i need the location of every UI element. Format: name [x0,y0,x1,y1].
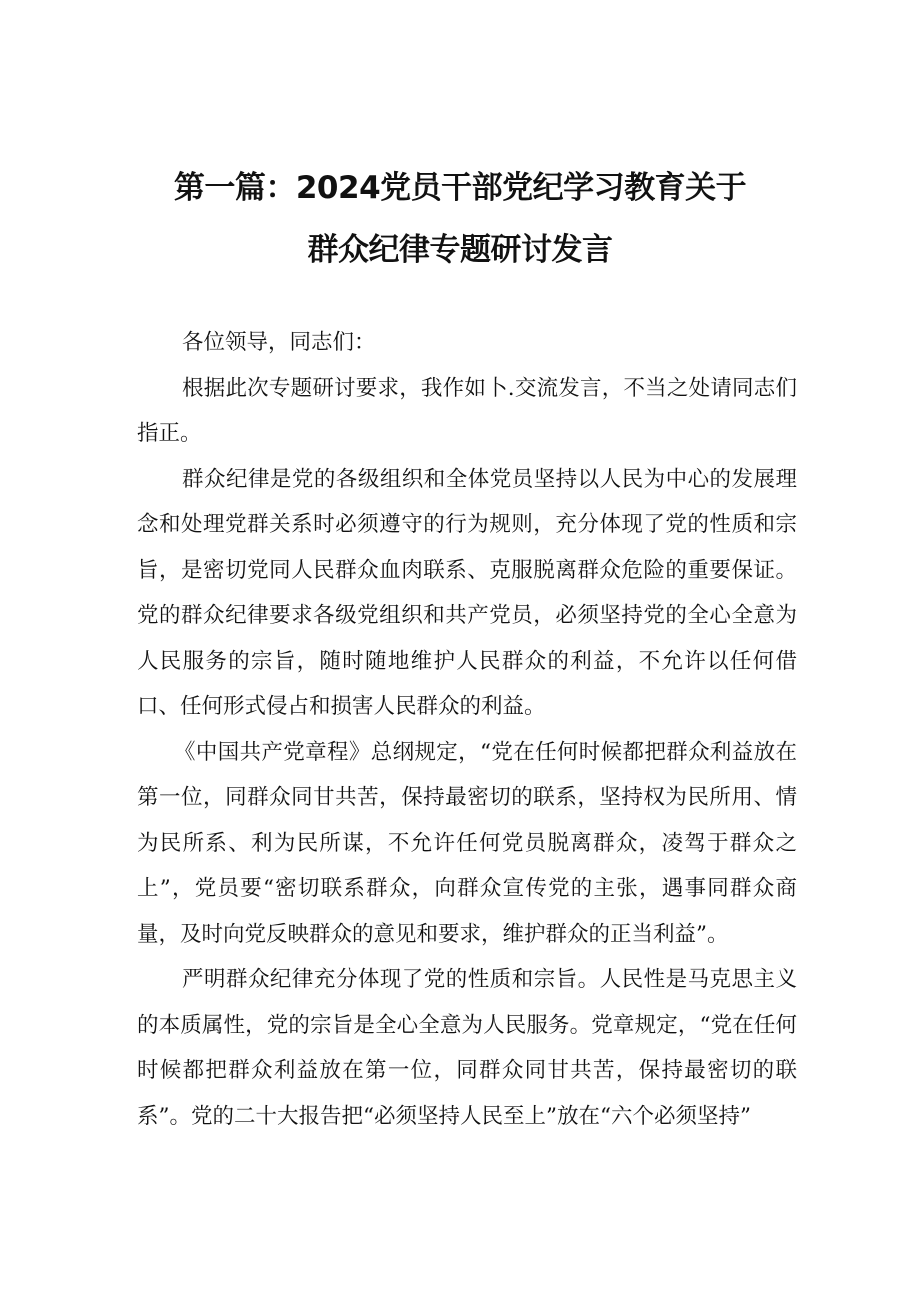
document-title-line-2: 群众纪律专题研讨发言 [307,232,613,268]
document-body [137,320,797,1139]
paragraph-party-nature: 严明群众纪律充分体现了党的性质和宗旨。人民性是马克思主义的本质属性，党的宗旨是全心全意为人民服务。党章规定，“党在任何时候都把群众利益放在第一位，同群众同甘共苦，保持最密切的联系”。党的二十大报告把“必须坚持人民至上”放在“六个必须坚持” [137,967,797,1129]
paragraph-mass-discipline: 群众纪律是党的各级组织和全体党员坚持以人民为中心的发展理念和处理党群关系时必须遵守的行为规则，充分体现了党的性质和宗旨，是密切党同人民群众血肉联系、克服脱离群众危险的重要保证。党的群众纪律要求各级党组织和共产党员，必须坚持党的全心全意为人民服务的宗旨，随时随地维护人民群众的利益，不允许以任何借口、任何形式侵占和损害人民群众的利益。 [137,466,797,719]
document-title-line-1: 第一篇：2024党员干部党纪学习教育关于 [173,170,747,206]
paragraph-intro: 根据此次专题研讨要求，我作如卜.交流发言，不当之处请同志们指正。 [137,375,797,446]
paragraph-salutation: 各位领导，同志们： [182,330,376,355]
paragraph-party-constitution: 《中国共产党章程》总纲规定，“党在任何时候都把群众利益放在第一位，同群众同甘共苦，保持最密切的联系，坚持权为民所用、情为民所系、利为民所谋，不允许任何党员脱离群众，凌驾于群众之上”，党员要“密切联系群众，向群众宣传党的主张，遇事同群众商量，及时向党反映群众的意见和要求，维护群众的正当利益”。 [137,739,797,947]
